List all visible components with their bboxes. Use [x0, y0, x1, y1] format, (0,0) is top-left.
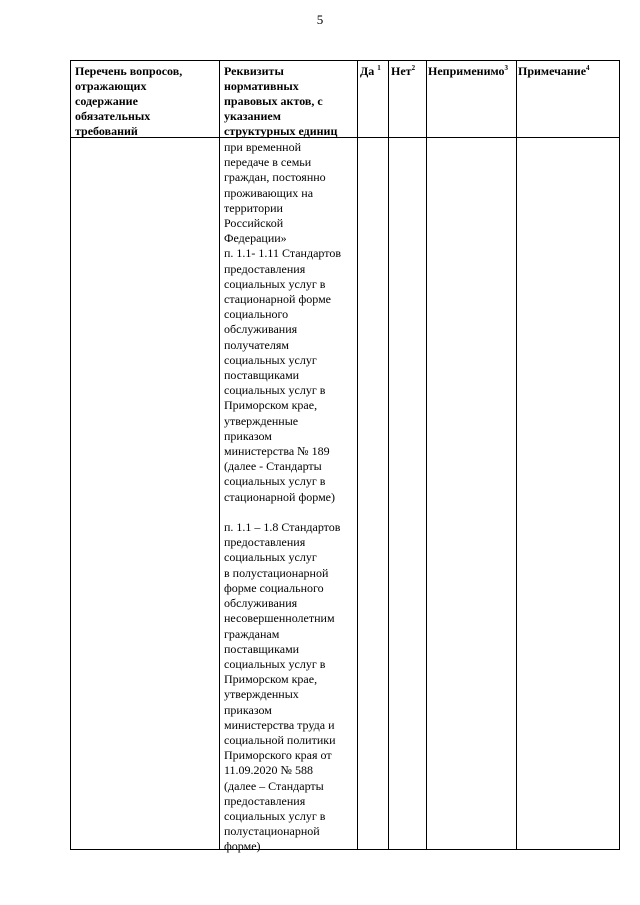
header-note	[518, 64, 590, 79]
header-requisites: Реквизиты нормативных правовых актов, с указанием структурных единиц	[224, 64, 338, 138]
column-divider	[516, 61, 517, 849]
column-divider	[357, 61, 358, 849]
header-questions: Перечень вопросов, отражающих содержание обязательных требований	[75, 64, 183, 138]
requisites-cell-text: при временной передаче в семьи граждан, постоянно проживающих на территории Российской Федерации» п. 1.1- 1.11 Стандартов предоставления социальных услуг в стационарной форме социального обслуживания получателям социальных услуг поставщиками социальных услуг в Приморском крае, утвержденные приказом министерства № 189 (далее - Стандарты социальных услуг в стационарной форме) п. 1.1 – 1.8 Стандартов предоставления социальных услуг в полустационарной форме социального обслуживания несовершеннолетним гражданам поставщиками социальных услуг в Приморском крае, утвержденных приказом министерства труда и социальной политики Приморского края от 11.09.2020 № 588 (далее – Стандарты предоставления социальных услуг в полустационарной форме)	[224, 140, 341, 854]
header-note-footnote: 4	[586, 64, 590, 72]
page-number: 5	[316, 12, 324, 27]
header-no-label: Нет	[391, 64, 412, 78]
header-not-applicable-footnote: 3	[504, 64, 509, 72]
header-no	[391, 64, 415, 79]
header-no-footnote: 2	[411, 64, 416, 72]
header-note-label: Примечание	[518, 64, 587, 78]
checklist-table	[70, 60, 620, 854]
column-divider	[388, 61, 389, 849]
header-not-applicable-label: Неприменимо	[428, 64, 505, 78]
header-not-applicable	[428, 64, 508, 79]
header-yes	[360, 64, 381, 79]
column-divider	[219, 61, 220, 849]
header-yes-label: Да	[360, 64, 375, 78]
header-yes-footnote: 1	[377, 64, 381, 72]
column-divider	[426, 61, 427, 849]
